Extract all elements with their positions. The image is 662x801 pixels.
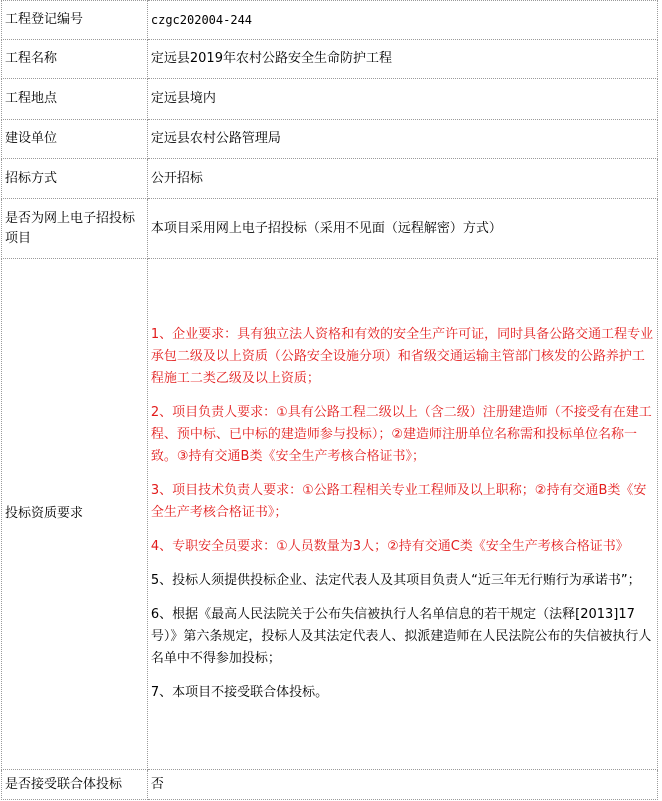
registration-number-value: czgc202004-244 [147,1,657,40]
requirement-item: 6、根据《最高人民法院关于公布失信被执行人名单信息的若干规定（法释[2013]17号）》第六条规定，投标人及其法定代表人、拟派建造师在人民法院公布的失信被执行人名单中不得参加投标； [150,607,652,666]
row-tender-method [2,159,658,199]
row-project-name [2,40,658,79]
requirement-item: 3、项目技术负责人要求：①公路工程相关专业工程师及以上职称；②持有交通B类《安全生产考核合格证书》； [150,483,647,520]
joint-bidding-value: 否 [147,770,657,800]
joint-bidding-label: 是否接受联合体投标 [2,770,148,800]
online-bidding-label: 是否为网上电子招投标项目 [2,199,148,259]
project-location-value: 定远县境内 [147,79,657,120]
requirement-item: 1、企业要求：具有独立法人资格和有效的安全生产许可证，同时具备公路交通工程专业承包二级及以上资质（公路安全设施分项）和省级交通运输主管部门核发的公路养护工程施工二类乙级及以上资质； [150,327,654,386]
construction-unit-value: 定远县农村公路管理局 [147,120,657,159]
tender-method-value: 公开招标 [147,159,657,199]
row-construction-unit [2,120,658,159]
project-name-value: 定远县2019年农村公路安全生命防护工程 [147,40,657,79]
row-project-location [2,79,658,120]
construction-unit-label: 建设单位 [2,120,148,159]
requirement-item: 5、投标人须提供投标企业、法定代表人及其项目负责人“近三年无行贿行为承诺书”； [150,573,641,588]
row-registration-number [2,1,658,40]
tender-info-table [1,0,658,800]
project-name-label: 工程名称 [2,40,148,79]
row-qualification-requirements [2,259,658,770]
online-bidding-value: 本项目采用网上电子招投标（采用不见面（远程解密）方式） [147,199,657,259]
requirement-item: 2、项目负责人要求：①具有公路工程二级以上（含二级）注册建造师（不接受有在建工程、预中标、已中标的建造师参与投标）；②建造师注册单位名称需和投标单位名称一致。③持有交通B类《安全生产考核合格证书》； [150,405,652,464]
registration-number-label: 工程登记编号 [2,1,148,40]
project-location-label: 工程地点 [2,79,148,120]
qualification-requirements-value [147,259,657,770]
requirement-item: 7、本项目不接受联合体投标。 [150,685,329,700]
qualification-requirements-label: 投标资质要求 [2,259,148,770]
row-online-bidding [2,199,658,259]
row-joint-bidding [2,770,658,800]
requirement-item: 4、专职安全员要求：①人员数量为3人；②持有交通C类《安全生产考核合格证书》 [150,539,629,554]
tender-method-label: 招标方式 [2,159,148,199]
